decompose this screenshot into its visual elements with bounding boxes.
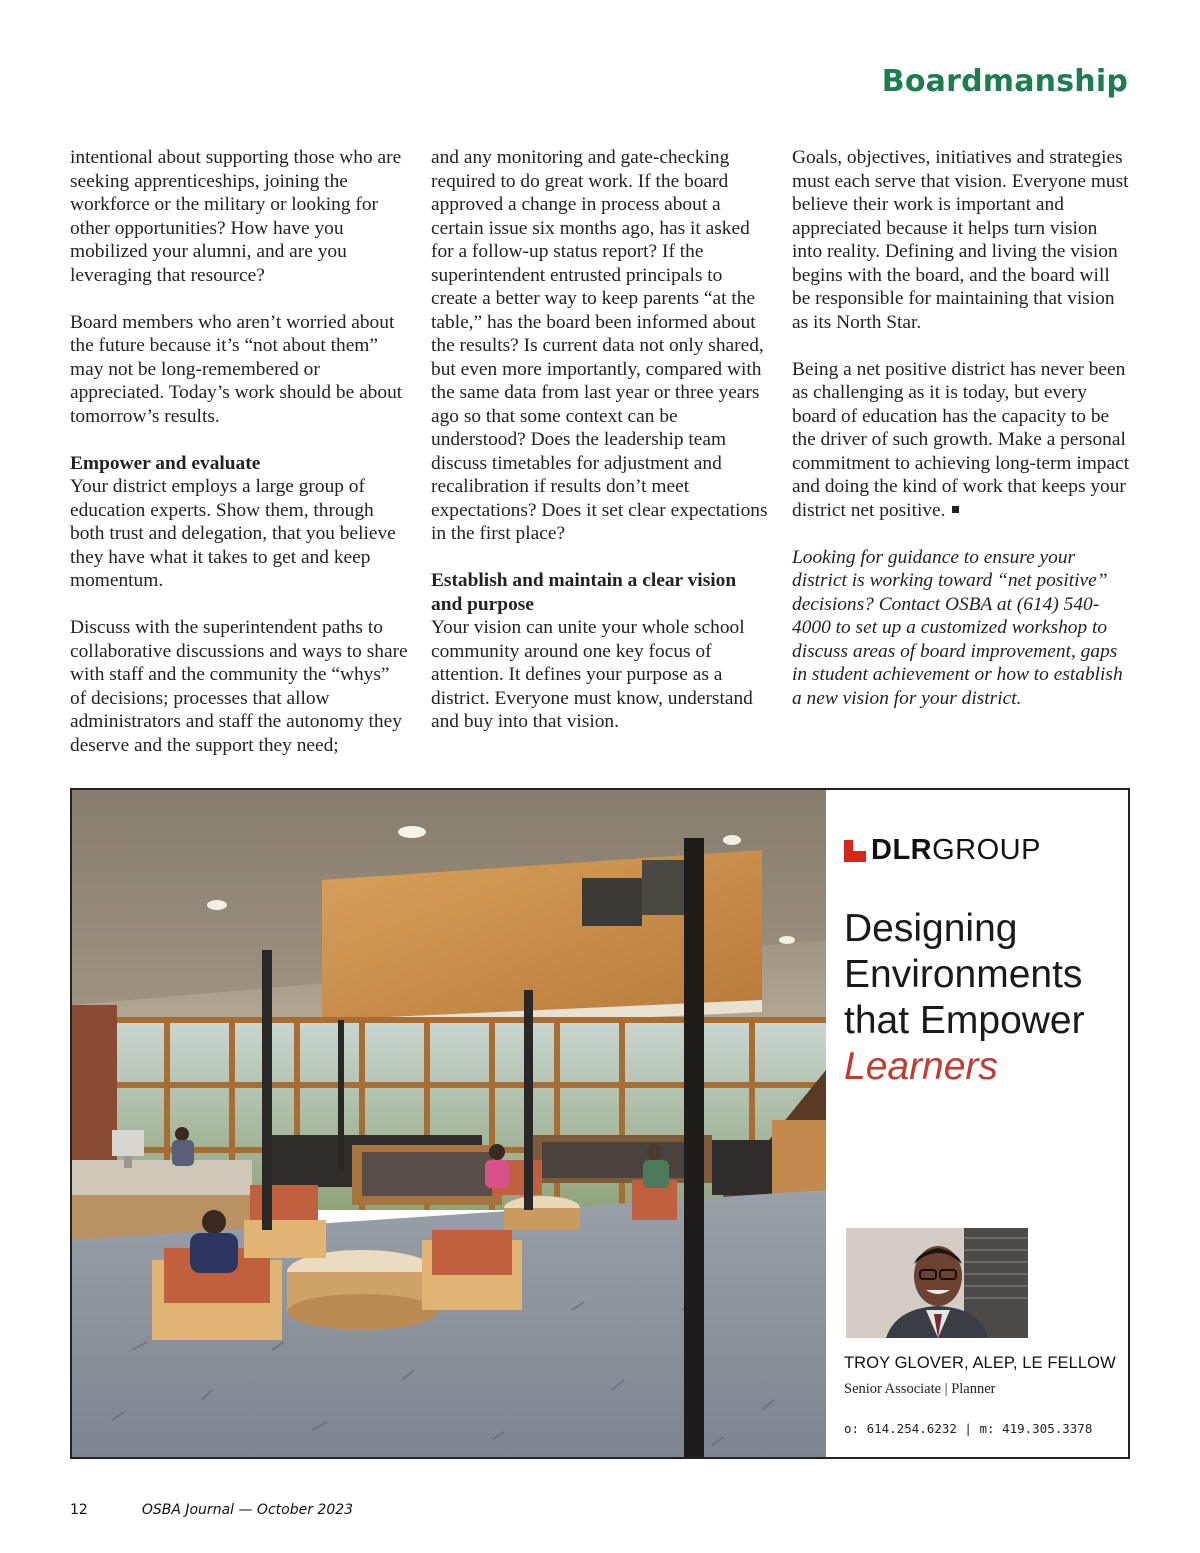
logo-wordmark xyxy=(871,834,1041,867)
ad-headline xyxy=(844,906,1124,1090)
paragraph: Goals, objectives, initiatives and strategies must each serve that vision. Everyone must believe their work is important and appreciated because it helps turn vision into reality. Defining and living the vision begins with the board, and the board will be responsible for maintaining that vision as its North Star. xyxy=(792,147,1129,333)
paragraph: and any monitoring and gate-checking required to do great work. If the board approved a change in process about a certain issue six months ago, has it asked for a follow-up status report? If the superintendent entrusted principals to create a better way to keep parents “at the table,” has the board been informed about the results? Is current data not only shared, but even more importantly, compared with the same data from last year or three years ago so that some context can be understood? Does the leadership team discuss timetables for adjustment and recalibration if results don’t meet expectations? Does it set clear expectations in the first place? xyxy=(431,147,768,544)
subheading-vision: Establish and maintain a clear vision and purpose xyxy=(431,570,737,615)
portrait-photo xyxy=(846,1228,1028,1338)
headline-accent: Learners xyxy=(844,1045,998,1088)
paragraph: intentional about supporting those who are seeking apprenticeships, joining the workforce or the military or looking for other opportunities? How have you mobilized your alumni, and are you leveraging that resource? xyxy=(70,147,402,286)
contact-name: TROY GLOVER, ALEP, LE FELLOW xyxy=(844,1354,1116,1372)
paragraph: Your vision can unite your whole school community around one key focus of attention. It defines your purpose as a district. Everyone must know, understand and buy into that vision. xyxy=(431,617,753,732)
contact-role: Senior Associate | Planner xyxy=(844,1381,996,1397)
section-header: Boardmanship xyxy=(881,64,1128,99)
dlr-group-logo xyxy=(844,834,1041,867)
publication-title: OSBA Journal — October 2023 xyxy=(141,1502,354,1518)
paragraph xyxy=(792,358,1132,523)
library-photo xyxy=(72,790,826,1457)
advertisement xyxy=(70,788,1130,1459)
paragraph: Discuss with the superintendent paths to collaborative discussions and ways to share with staff and the community the “whys” of decisions; processes that allow administrators and staff the autonomy they deserve and the support they need; xyxy=(70,617,408,756)
ad-text-panel xyxy=(826,790,1128,1457)
call-to-action: Looking for guidance to ensure your district is working toward “net positive” decisions? Contact OSBA at (614) 540-4000 to set up a customized workshop to discuss areas of board improvement, gaps in student achievement or how to establish a new vision for your district. xyxy=(792,546,1123,709)
headline-text: Designing Environments that Empower xyxy=(844,907,1085,1042)
end-mark-icon xyxy=(952,506,959,513)
logo-light: GROUP xyxy=(932,834,1041,866)
subheading-empower: Empower and evaluate xyxy=(70,452,261,474)
column-3 xyxy=(792,146,1132,710)
logo-bold: DLR xyxy=(871,834,933,866)
page-footer xyxy=(70,1502,353,1518)
article-columns xyxy=(70,146,1132,766)
page-number: 12 xyxy=(70,1502,88,1518)
column-1 xyxy=(70,146,410,757)
dlr-logo-mark-icon xyxy=(844,840,866,862)
paragraph-text: Being a net positive district has never been as challenging as it is today, but every board of education has the capacity to be the driver of such growth. Make a personal commitment to achieving long-term impact and doing the kind of work that keeps your district net positive. xyxy=(792,358,1130,521)
paragraph: Board members who aren’t worried about the future because it’s “not about them” may not be long-remembered or appreciated. Today’s work should be about tomorrow’s results. xyxy=(70,311,403,427)
contact-phone: o: 614.254.6232 | m: 419.305.3378 xyxy=(844,1421,1093,1436)
paragraph: Your district employs a large group of education experts. Show them, through both trust and delegation, that you believe they have what it takes to get and keep momentum. xyxy=(70,476,396,591)
column-2 xyxy=(431,146,771,734)
